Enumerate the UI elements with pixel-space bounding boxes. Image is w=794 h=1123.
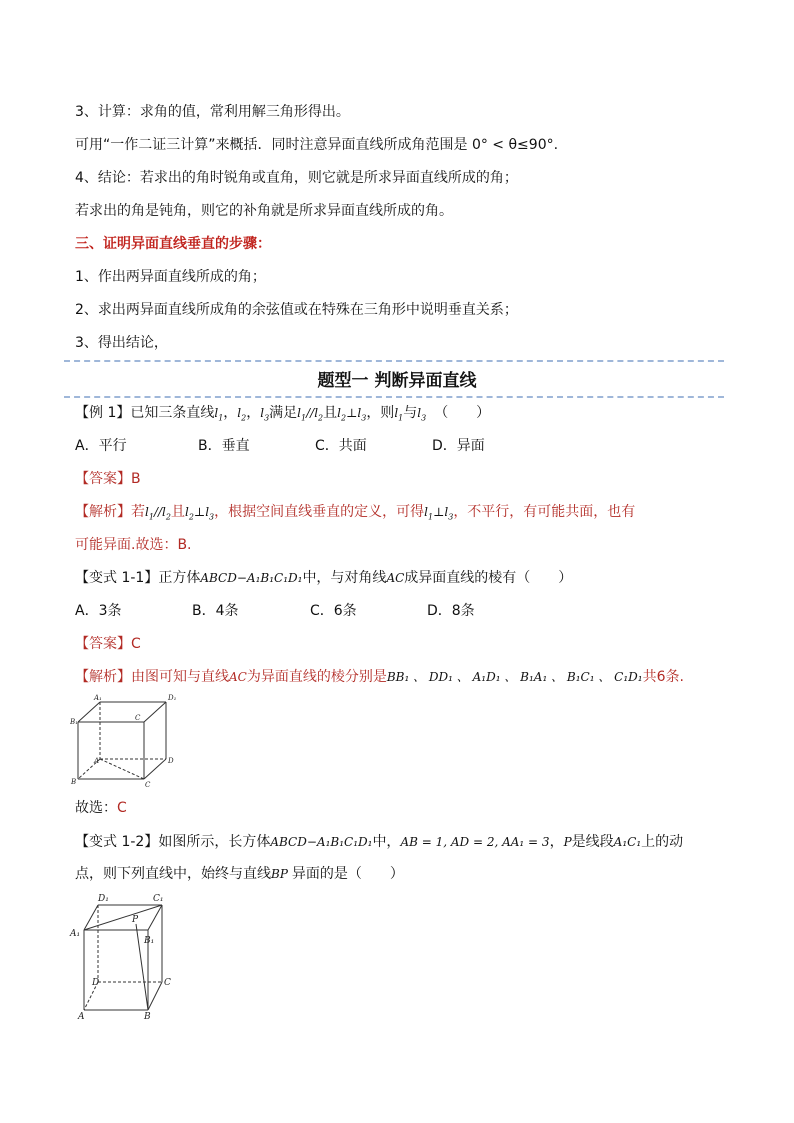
math-perp: $l_2\perp l_3$ [184,505,215,522]
math-perp-2: $l_1\perp l_3$ [424,505,454,522]
option-c[interactable]: C．6条 [310,603,357,619]
text: 是线段 [571,834,614,850]
variant-1-1-answer [75,634,141,654]
variant-1-2-stem-2 [75,864,404,884]
answer-tag: 【答案】 [75,636,131,652]
analysis-tag: 【解析】 [75,669,131,685]
answer-value: B [131,471,141,487]
step-summary: 可用“一作二证三计算”来概括．同时注意异面直线所成角范围是 0° < θ≤90°. [75,137,559,153]
option-c[interactable]: C．共面 [315,438,367,454]
option-d[interactable]: D．8条 [427,603,475,619]
text: 中，与对角线 [302,570,387,586]
label-b: B [144,1012,151,1020]
option-a[interactable]: A．3条 [75,603,122,619]
text: 如图所示，长方体 [158,834,271,850]
math-cube: ABCD−A₁B₁C₁D₁ [200,571,303,585]
math-l1b: $l_1$ [394,406,404,423]
text: 已知三条直线 [130,405,215,421]
text: 且 [170,504,185,520]
text: 且 [323,405,338,421]
section-step-2: 2、求出两异面直线所成角的余弦值或在特殊在三角形中说明垂直关系； [75,302,518,318]
variant-1-1-stem [75,568,572,588]
label-a1: A₁ [94,694,102,702]
text: 与 [403,405,418,421]
math-cuboid: ABCD−A₁B₁C₁D₁ [270,835,373,849]
divider-bottom [64,396,724,398]
variant-1-1-options [75,601,475,621]
label-c1: C [135,714,141,722]
label-c: C [164,978,171,988]
answer-blank: （ ） [434,405,491,421]
example-1-options [75,436,485,456]
label-b1: B₁ [70,718,78,726]
example-1-answer [75,469,141,489]
text: 满足 [269,405,298,421]
math-ac: AC [229,670,247,684]
step-conclusion: 4、结论：若求出的角时锐角或直角，则它就是所求异面直线所成的角； [75,170,518,186]
math-edges: BB₁ 、 DD₁ 、 A₁D₁ 、 B₁A₁ 、 B₁C₁ 、 C₁D₁ [386,670,643,684]
section-step-1: 1、作出两异面直线所成的角； [75,269,266,285]
variant-tag: 【变式 1-1】 [75,570,159,586]
variant-1-1-choice [75,798,127,818]
label-d: D [92,978,100,988]
text: 由图可知与直线 [131,669,229,685]
text: ， [223,405,238,421]
math-p: P [563,835,572,849]
text: 共6条. [642,669,684,685]
text: ， [549,834,564,850]
math-parallel: $l_1//l_2$ [297,406,324,423]
step-calc: 3、计算：求角的值，常利用解三角形得出。 [75,104,350,120]
math-parallel: $l_1//l_2$ [145,505,171,522]
example-1-stem [75,403,490,428]
label-d: D [168,757,174,765]
text: 若 [131,504,145,520]
math-bp: BP [271,867,288,881]
text: B. [177,537,192,553]
answer-value: C [131,636,141,652]
label-d1: D₁ [98,894,109,904]
math-l1: $l_1$ [214,406,224,423]
step-conclusion-2: 若求出的角是钝角，则它的补角就是所求异面直线所成的角。 [75,203,453,219]
option-b[interactable]: B．垂直 [198,438,250,454]
text: 点，则下列直线中，始终与直线 [75,866,271,882]
label-a: A [78,1012,85,1020]
analysis-tag: 【解析】 [75,504,131,520]
text: 异面的是（ ） [291,866,404,882]
variant-tag: 【变式 1-2】 [75,834,159,850]
text: ，则 [366,405,395,421]
variant-1-2-stem [75,832,683,852]
section-heading: 三、证明异面直线垂直的步骤： [75,236,271,252]
cuboid-figure [68,890,186,1020]
text: 故选： [75,800,117,816]
variant-1-1-analysis [75,667,684,687]
text: ， [246,405,261,421]
label-c1: C₁ [153,894,164,904]
option-d[interactable]: D．异面 [432,438,485,454]
text: ，根据空间直线垂直的定义，可得 [214,504,425,520]
label-d1: D₁ [168,694,177,702]
text: 中， [372,834,401,850]
text: 正方体 [158,570,201,586]
label-b1: B₁ [144,936,155,946]
math-dims: AB = 1, AD = 2, AA₁ = 3 [400,835,550,849]
text: 成异面直线的棱有（ ） [404,570,573,586]
section-step-3: 3、得出结论， [75,335,168,351]
label-b: B [71,778,77,786]
text: ，不平行，有可能共面，也有 [453,504,636,520]
label-p: P [132,915,139,925]
label-a1: A₁ [70,929,81,939]
cube-figure [70,692,180,788]
text: 可能异面.故选： [75,537,178,553]
example-1-analysis-2 [75,535,192,555]
math-l3: $l_3$ [260,406,270,423]
math-l3b: $l_3$ [417,406,427,423]
answer-value: C [117,800,127,816]
example-tag: 【例 1】 [75,405,131,421]
divider-top [64,360,724,362]
math-l2: $l_2$ [237,406,247,423]
math-perp: $l_2\perp l_3$ [337,406,367,423]
math-ac: AC [386,571,405,585]
answer-tag: 【答案】 [75,471,131,487]
section-title: 题型一 判断异面直线 [317,371,477,391]
text: 上的动 [641,834,684,850]
option-b[interactable]: B．4条 [192,603,239,619]
label-a: A [94,757,100,765]
example-1-analysis [75,502,635,527]
label-c: C [145,781,151,788]
text: 为异面直线的棱分别是 [246,669,387,685]
option-a[interactable]: A．平行 [75,438,127,454]
math-a1c1: A₁C₁ [613,835,642,849]
